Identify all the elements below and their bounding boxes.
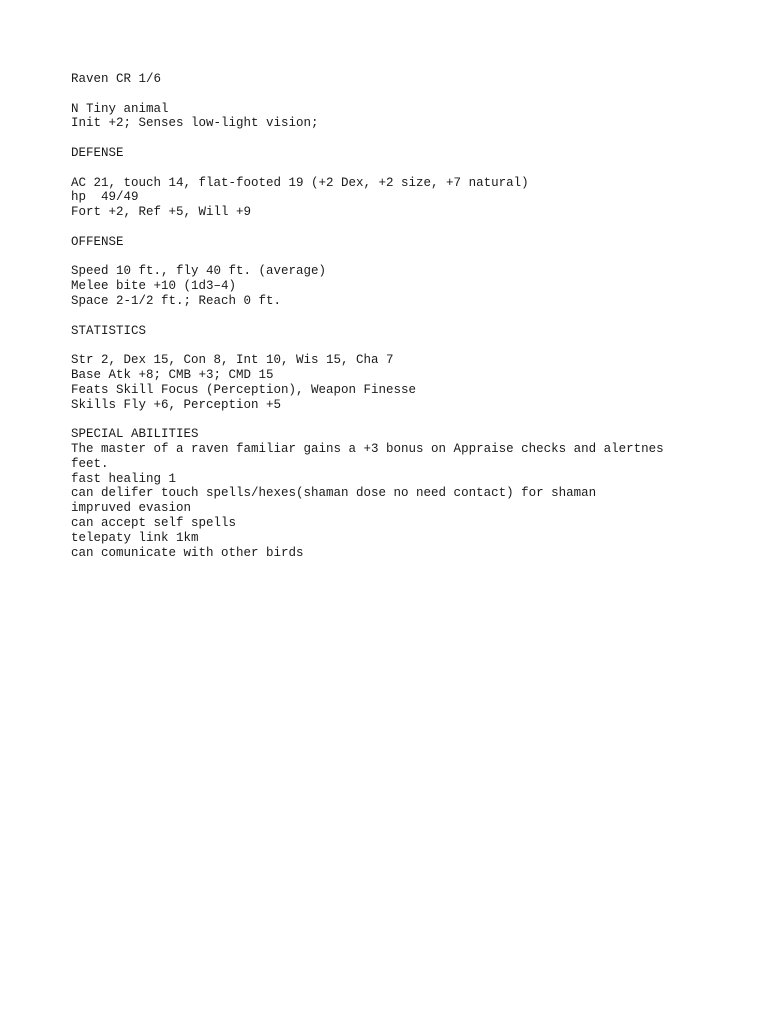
statistics-heading: STATISTICS bbox=[71, 323, 147, 338]
special-ability-line: fast healing 1 bbox=[71, 471, 177, 486]
special-ability-line: can delifer touch spells/hexes(shaman dose no need contact) for shaman bbox=[71, 486, 597, 501]
special-ability-line: impruved evasion bbox=[71, 501, 192, 516]
space-reach-line: Space 2-1/2 ft.; Reach 0 ft. bbox=[71, 293, 282, 308]
spacer bbox=[71, 250, 751, 265]
special-abilities-heading: SPECIAL ABILITIES bbox=[71, 427, 199, 442]
special-ability-line: can accept self spells bbox=[71, 515, 237, 530]
spacer bbox=[71, 131, 751, 146]
creature-type-line: N Tiny animal bbox=[71, 101, 169, 116]
stat-block-document bbox=[71, 72, 751, 560]
feats-line: Feats Skill Focus (Perception), Weapon Finesse bbox=[71, 382, 417, 397]
spacer bbox=[71, 87, 751, 102]
init-senses-line: Init +2; Senses low-light vision; bbox=[71, 116, 319, 131]
defense-heading: DEFENSE bbox=[71, 145, 124, 160]
skills-line: Skills Fly +6, Perception +5 bbox=[71, 397, 282, 412]
spacer bbox=[71, 220, 751, 235]
combat-stats-line: Base Atk +8; CMB +3; CMD 15 bbox=[71, 367, 274, 382]
special-ability-line: telepaty link 1km bbox=[71, 530, 199, 545]
spacer bbox=[71, 338, 751, 353]
ability-scores-line: Str 2, Dex 15, Con 8, Int 10, Wis 15, Cha 7 bbox=[71, 353, 394, 368]
saves-line: Fort +2, Ref +5, Will +9 bbox=[71, 205, 252, 220]
offense-heading: OFFENSE bbox=[71, 234, 124, 249]
spacer bbox=[71, 309, 751, 324]
armor-class-line: AC 21, touch 14, flat-footed 19 (+2 Dex, +2 size, +7 natural) bbox=[71, 175, 529, 190]
hit-points-line: hp 49/49 bbox=[71, 190, 139, 205]
melee-line: Melee bite +10 (1d3–4) bbox=[71, 279, 237, 294]
spacer bbox=[71, 412, 751, 427]
creature-title: Raven CR 1/6 bbox=[71, 72, 162, 86]
spacer bbox=[71, 161, 751, 176]
special-ability-line: can comunicate with other birds bbox=[71, 545, 304, 560]
special-ability-line: The master of a raven familiar gains a +3 bonus on Appraise checks and alertnes bbox=[71, 441, 664, 456]
special-ability-line: feet. bbox=[71, 456, 109, 471]
speed-line: Speed 10 ft., fly 40 ft. (average) bbox=[71, 264, 327, 279]
